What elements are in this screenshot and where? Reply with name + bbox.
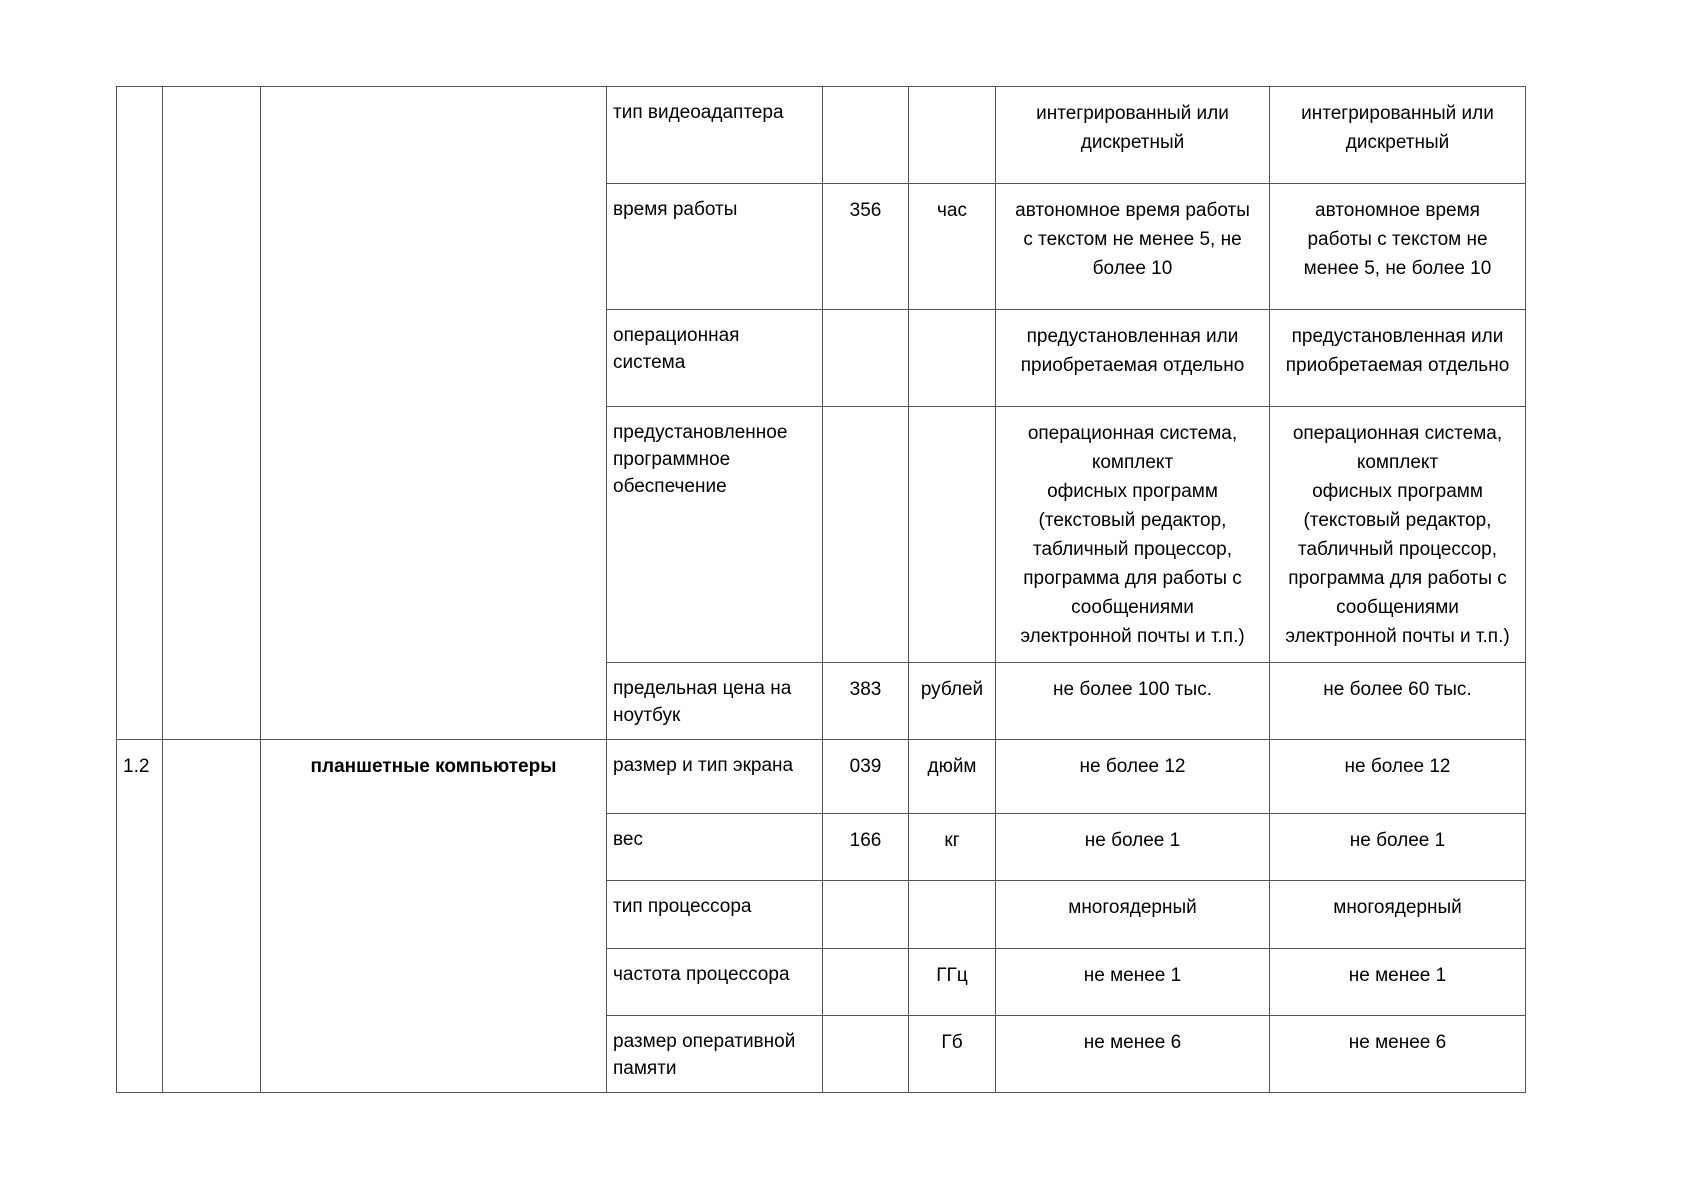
okei-code-cell xyxy=(823,310,909,407)
unit-cell xyxy=(909,87,996,184)
unit-cell: рублей xyxy=(909,663,996,740)
value-cell: не более 12 xyxy=(996,740,1270,814)
value-cell: не более 1 xyxy=(1270,814,1526,881)
unit-cell: ГГц xyxy=(909,949,996,1016)
okei-code-cell xyxy=(823,1016,909,1093)
value-cell: не более 100 тыс. xyxy=(996,663,1270,740)
unit-cell: час xyxy=(909,184,996,310)
okei-code-cell: 166 xyxy=(823,814,909,881)
row-number-cell: 1.2 xyxy=(117,740,163,1093)
unit-cell xyxy=(909,310,996,407)
unit-cell xyxy=(909,881,996,949)
code-cell xyxy=(163,740,261,1093)
value-cell: не более 12 xyxy=(1270,740,1526,814)
property-cell: тип видеоадаптера xyxy=(607,87,823,184)
okei-code-cell xyxy=(823,949,909,1016)
property-cell: частота процессора xyxy=(607,949,823,1016)
value-cell: операционная система, комплект офисных программ (текстовый редактор, табличный процессор, программа для работы с сообщениями электронной почты и т.п.) xyxy=(1270,407,1526,663)
unit-cell: дюйм xyxy=(909,740,996,814)
okei-code-cell xyxy=(823,407,909,663)
value-cell: не менее 1 xyxy=(996,949,1270,1016)
property-cell: тип процессора xyxy=(607,881,823,949)
item-name-cell xyxy=(261,87,607,740)
property-cell: размер оперативной памяти xyxy=(607,1016,823,1093)
value-cell: многоядерный xyxy=(996,881,1270,949)
okei-code-cell xyxy=(823,87,909,184)
okei-code-cell: 039 xyxy=(823,740,909,814)
value-cell: интегрированный или дискретный xyxy=(1270,87,1526,184)
table-row xyxy=(117,87,1526,184)
code-cell xyxy=(163,87,261,740)
value-cell: не более 60 тыс. xyxy=(1270,663,1526,740)
value-cell: не менее 6 xyxy=(996,1016,1270,1093)
value-cell: не менее 6 xyxy=(1270,1016,1526,1093)
value-cell: многоядерный xyxy=(1270,881,1526,949)
row-number-cell xyxy=(117,87,163,740)
unit-cell xyxy=(909,407,996,663)
okei-code-cell: 356 xyxy=(823,184,909,310)
specifications-table xyxy=(116,86,1526,1093)
value-cell: не более 1 xyxy=(996,814,1270,881)
value-cell: операционная система, комплект офисных программ (текстовый редактор, табличный процессор, программа для работы с сообщениями электронной почты и т.п.) xyxy=(996,407,1270,663)
value-cell: предустановленная или приобретаемая отдельно xyxy=(996,310,1270,407)
unit-cell: Гб xyxy=(909,1016,996,1093)
property-cell: время работы xyxy=(607,184,823,310)
value-cell: автономное время работы с текстом не менее 5, не более 10 xyxy=(1270,184,1526,310)
value-cell: предустановленная или приобретаемая отдельно xyxy=(1270,310,1526,407)
value-cell: автономное время работы с текстом не менее 5, не более 10 xyxy=(996,184,1270,310)
property-cell: предельная цена на ноутбук xyxy=(607,663,823,740)
property-cell: размер и тип экрана xyxy=(607,740,823,814)
property-cell: операционная система xyxy=(607,310,823,407)
item-name-cell: планшетные компьютеры xyxy=(261,740,607,1093)
okei-code-cell xyxy=(823,881,909,949)
property-cell: вес xyxy=(607,814,823,881)
okei-code-cell: 383 xyxy=(823,663,909,740)
value-cell: не менее 1 xyxy=(1270,949,1526,1016)
property-cell: предустановленное программное обеспечение xyxy=(607,407,823,663)
table-row xyxy=(117,740,1526,814)
unit-cell: кг xyxy=(909,814,996,881)
value-cell: интегрированный или дискретный xyxy=(996,87,1270,184)
